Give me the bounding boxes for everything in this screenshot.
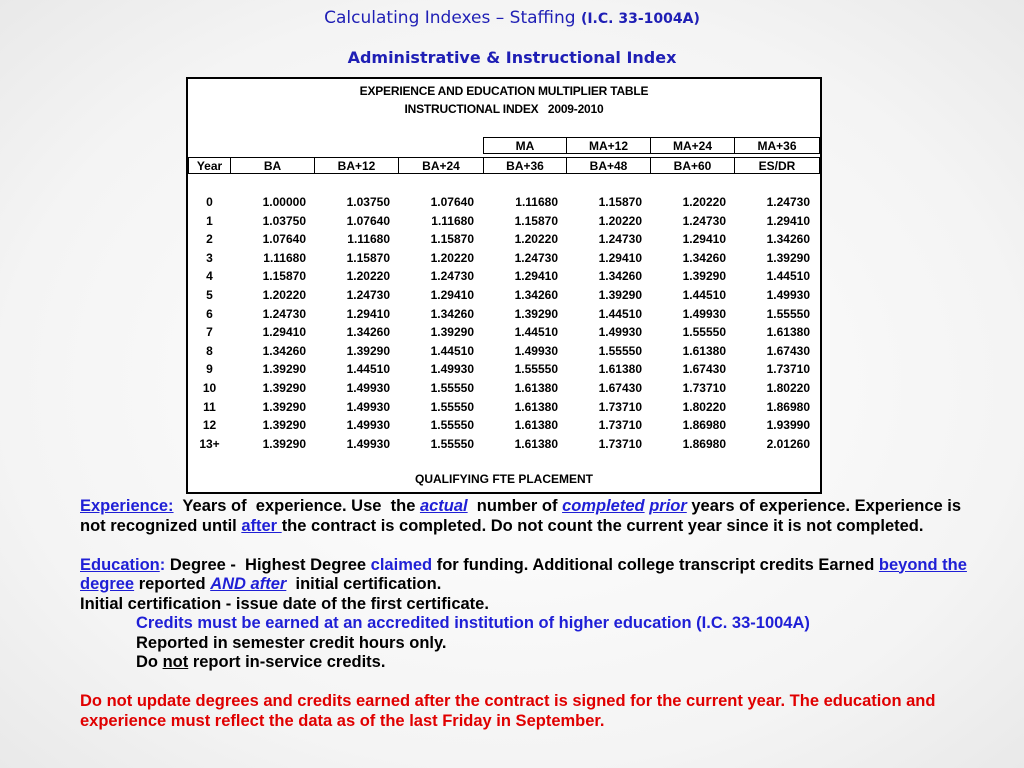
multiplier-cell: 1.61380 (514, 418, 558, 433)
multiplier-cell: 1.34260 (766, 232, 810, 247)
table-heading-1: EXPERIENCE AND EDUCATION MULTIPLIER TABLE (359, 84, 649, 98)
multiplier-cell: 1.61380 (682, 343, 726, 358)
multiplier-cell: 1.73710 (598, 436, 642, 451)
multiplier-cell: 1.49930 (346, 418, 390, 433)
multiplier-cell: 1.20220 (682, 195, 726, 209)
table-row (188, 267, 820, 286)
page-subtitle: Administrative & Instructional Index (347, 48, 677, 67)
multiplier-cell: 1.61380 (514, 436, 558, 451)
multiplier-cell: 1.39290 (346, 343, 390, 358)
multiplier-cell: 1.24730 (682, 213, 726, 228)
multiplier-cell: 1.39290 (262, 399, 306, 414)
multiplier-cell: 1.03750 (262, 213, 306, 228)
multiplier-cell: 1.86980 (682, 418, 726, 433)
after-word: after (241, 516, 282, 535)
multiplier-cell: 1.55550 (514, 362, 558, 377)
header-ba48: BA+48 (566, 157, 651, 174)
table-row (188, 230, 820, 249)
table-heading-2: INSTRUCTIONAL INDEX 2009-2010 (404, 102, 604, 116)
multiplier-cell: 1.49930 (346, 436, 390, 451)
multiplier-cell: 1.44510 (682, 288, 726, 302)
table-row (188, 193, 820, 212)
table-column-header-row (188, 157, 820, 175)
multiplier-cell: 1.11680 (431, 213, 474, 228)
multiplier-cell: 1.34260 (262, 343, 306, 358)
multiplier-cell: 1.34260 (682, 250, 726, 265)
multiplier-cell: 1.73710 (598, 399, 642, 414)
table-footer: QUALIFYING FTE PLACEMENT (415, 472, 593, 486)
multiplier-cell: 1.34260 (430, 306, 474, 321)
title-code: (I.C. 33-1004A) (580, 11, 700, 27)
multiplier-cell: 1.67430 (766, 343, 810, 358)
multiplier-cell: 1.39290 (262, 436, 306, 451)
table-row (188, 416, 820, 435)
multiplier-cell: 1.86980 (766, 399, 810, 414)
year-cell: 2 (206, 232, 213, 247)
and-after-phrase: AND after (210, 575, 287, 593)
multiplier-cell: 1.15870 (598, 195, 642, 209)
multiplier-cell: 1.67430 (598, 381, 642, 395)
multiplier-cell: 1.24730 (430, 269, 474, 284)
multiplier-cell: 1.49930 (346, 381, 390, 395)
year-cell: 6 (206, 306, 213, 321)
title-main: Calculating Indexes – Staffing (324, 8, 576, 28)
multiplier-cell: 1.20220 (430, 250, 474, 265)
multiplier-cell: 1.55550 (430, 381, 474, 395)
multiplier-cell: 1.39290 (262, 418, 306, 433)
multiplier-cell: 1.39290 (766, 250, 810, 265)
multiplier-cell: 1.34260 (346, 325, 390, 340)
table-row (188, 360, 820, 379)
experience-label: Experience: (80, 497, 174, 515)
table-row (188, 212, 820, 231)
table-row (188, 305, 820, 324)
multiplier-cell: 1.29410 (766, 213, 810, 228)
multiplier-cell: 1.15870 (514, 213, 558, 228)
prior-word: prior (649, 497, 687, 515)
table-top-header-row (188, 137, 820, 155)
multiplier-cell: 1.39290 (262, 362, 306, 377)
multiplier-cell: 1.20220 (346, 269, 390, 284)
multiplier-cell: 1.15870 (346, 250, 390, 265)
multiplier-cell: 1.20220 (514, 232, 558, 247)
education-label: Education (80, 555, 160, 574)
multiplier-cell: 1.24730 (514, 250, 558, 265)
multiplier-cell: 1.07640 (346, 213, 390, 228)
multiplier-cell: 1.73710 (682, 381, 726, 395)
multiplier-cell: 1.24730 (262, 306, 306, 321)
multiplier-cell: 2.01260 (766, 436, 810, 451)
experience-paragraph: Experience: Years of experience. Use the actual number of completed prior years of experience. Experience is not recognized until after the contract is completed. Do not count the current year since it is not completed. (80, 497, 962, 535)
notes-section (80, 497, 990, 731)
multiplier-cell: 1.24730 (346, 288, 390, 302)
multiplier-cell: 1.39290 (598, 288, 642, 302)
multiplier-cell: 1.24730 (766, 195, 810, 209)
multiplier-cell: 1.49930 (766, 288, 810, 302)
actual-word: actual (419, 497, 468, 515)
multiplier-cell: 1.80220 (766, 381, 810, 395)
multiplier-cell: 1.07640 (262, 232, 306, 247)
year-cell: 3 (206, 250, 213, 265)
multiplier-cell: 1.67430 (682, 362, 726, 377)
multiplier-cell: 1.00000 (262, 195, 306, 209)
header-ba60: BA+60 (650, 157, 735, 174)
initial-certification-line: Initial certification - issue date of the first certificate. (80, 594, 489, 613)
multiplier-cell: 1.55550 (682, 325, 726, 340)
multiplier-cell: 1.20220 (598, 213, 642, 228)
multiplier-cell: 1.49930 (598, 325, 642, 340)
multiplier-cell: 1.44510 (598, 306, 642, 321)
header-ma24: MA+24 (650, 137, 735, 154)
table-row (188, 249, 820, 268)
multiplier-cell: 1.39290 (262, 381, 306, 395)
multiplier-cell: 1.49930 (346, 399, 390, 414)
credits-note: Credits must be earned at an accredited institution of higher education (I.C. 33-1004A) (136, 614, 810, 632)
multiplier-cell: 1.29410 (430, 288, 474, 302)
completed-word: completed (562, 497, 645, 515)
table-row (188, 342, 820, 361)
year-cell: 1 (206, 213, 213, 228)
multiplier-cell: 1.55550 (430, 399, 474, 414)
multiplier-cell: 1.20220 (262, 288, 306, 302)
year-cell: 10 (202, 381, 217, 395)
inservice-note: Do not report in-service credits. (136, 653, 386, 671)
multiplier-cell: 1.49930 (514, 343, 558, 358)
multiplier-cell: 1.61380 (766, 325, 810, 340)
multiplier-cell: 1.15870 (430, 232, 474, 247)
table-row (188, 435, 820, 454)
multiplier-cell: 1.55550 (598, 343, 642, 358)
multiplier-cell: 1.44510 (514, 325, 558, 340)
multiplier-cell: 1.11680 (515, 195, 558, 209)
multiplier-cell: 1.29410 (346, 306, 390, 321)
table-row (188, 398, 820, 417)
multiplier-cell: 1.29410 (598, 250, 642, 265)
multiplier-cell: 1.61380 (514, 381, 558, 395)
education-paragraph: Education: Degree - Highest Degree claimed for funding. Additional college transcript credits Earned beyond the degree reported AND after initial certification. (80, 555, 967, 593)
multiplier-cell: 1.61380 (514, 399, 558, 414)
header-ma: MA (483, 137, 567, 154)
warning-paragraph: Do not update degrees and credits earned after the contract is signed for the current year. The education and experience must reflect the data as of the last Friday in September. (80, 692, 936, 730)
multiplier-cell: 1.61380 (598, 362, 642, 377)
multiplier-cell: 1.49930 (682, 306, 726, 321)
year-cell: 9 (206, 362, 213, 377)
multiplier-cell: 1.34260 (514, 288, 558, 302)
semester-note: Reported in semester credit hours only. (136, 633, 447, 652)
multiplier-cell: 1.07640 (430, 195, 474, 209)
multiplier-table (186, 77, 822, 494)
year-cell: 7 (206, 325, 213, 340)
multiplier-cell: 1.44510 (766, 269, 810, 284)
multiplier-cell: 1.49930 (430, 362, 474, 377)
multiplier-cell: 1.55550 (766, 306, 810, 321)
year-cell: 0 (206, 195, 213, 209)
table-row (188, 379, 820, 398)
multiplier-cell: 1.55550 (430, 436, 474, 451)
year-cell: 13+ (199, 436, 220, 451)
multiplier-cell: 1.73710 (598, 418, 642, 433)
page-title (0, 8, 1024, 28)
table-row (188, 286, 820, 305)
multiplier-cell: 1.03750 (346, 195, 390, 209)
header-ba: BA (230, 157, 315, 174)
multiplier-cell: 1.86980 (682, 436, 726, 451)
header-ma36: MA+36 (734, 137, 820, 154)
multiplier-cell: 1.29410 (514, 269, 558, 284)
multiplier-cell: 1.11680 (263, 250, 306, 265)
header-ma12: MA+12 (566, 137, 651, 154)
claimed-word: claimed (370, 555, 433, 574)
multiplier-cell: 1.93990 (766, 418, 810, 433)
header-ba24: BA+24 (398, 157, 484, 174)
multiplier-cell: 1.44510 (346, 362, 390, 377)
multiplier-cell: 1.55550 (430, 418, 474, 433)
year-cell: 8 (206, 343, 213, 358)
header-esdr: ES/DR (734, 157, 820, 174)
year-cell: 11 (203, 399, 216, 414)
multiplier-cell: 1.39290 (514, 306, 558, 321)
multiplier-cell: 1.39290 (430, 325, 474, 340)
beyond-degree-phrase: beyond the degree (80, 555, 967, 593)
multiplier-cell: 1.73710 (766, 362, 810, 377)
multiplier-cell: 1.11680 (347, 232, 390, 247)
not-word: not (162, 653, 189, 671)
year-cell: 12 (202, 418, 217, 433)
year-cell: 5 (206, 288, 213, 302)
multiplier-cell: 1.24730 (598, 232, 642, 247)
year-cell: 4 (206, 269, 213, 284)
multiplier-cell: 1.15870 (262, 269, 306, 284)
multiplier-cell: 1.29410 (682, 232, 726, 247)
table-row (188, 323, 820, 342)
header-year: Year (188, 157, 231, 174)
multiplier-cell: 1.44510 (430, 343, 474, 358)
multiplier-cell: 1.80220 (682, 399, 726, 414)
multiplier-cell: 1.29410 (262, 325, 306, 340)
header-ba12: BA+12 (314, 157, 399, 174)
header-ba36: BA+36 (483, 157, 567, 174)
multiplier-cell: 1.34260 (598, 269, 642, 284)
multiplier-cell: 1.39290 (682, 269, 726, 284)
